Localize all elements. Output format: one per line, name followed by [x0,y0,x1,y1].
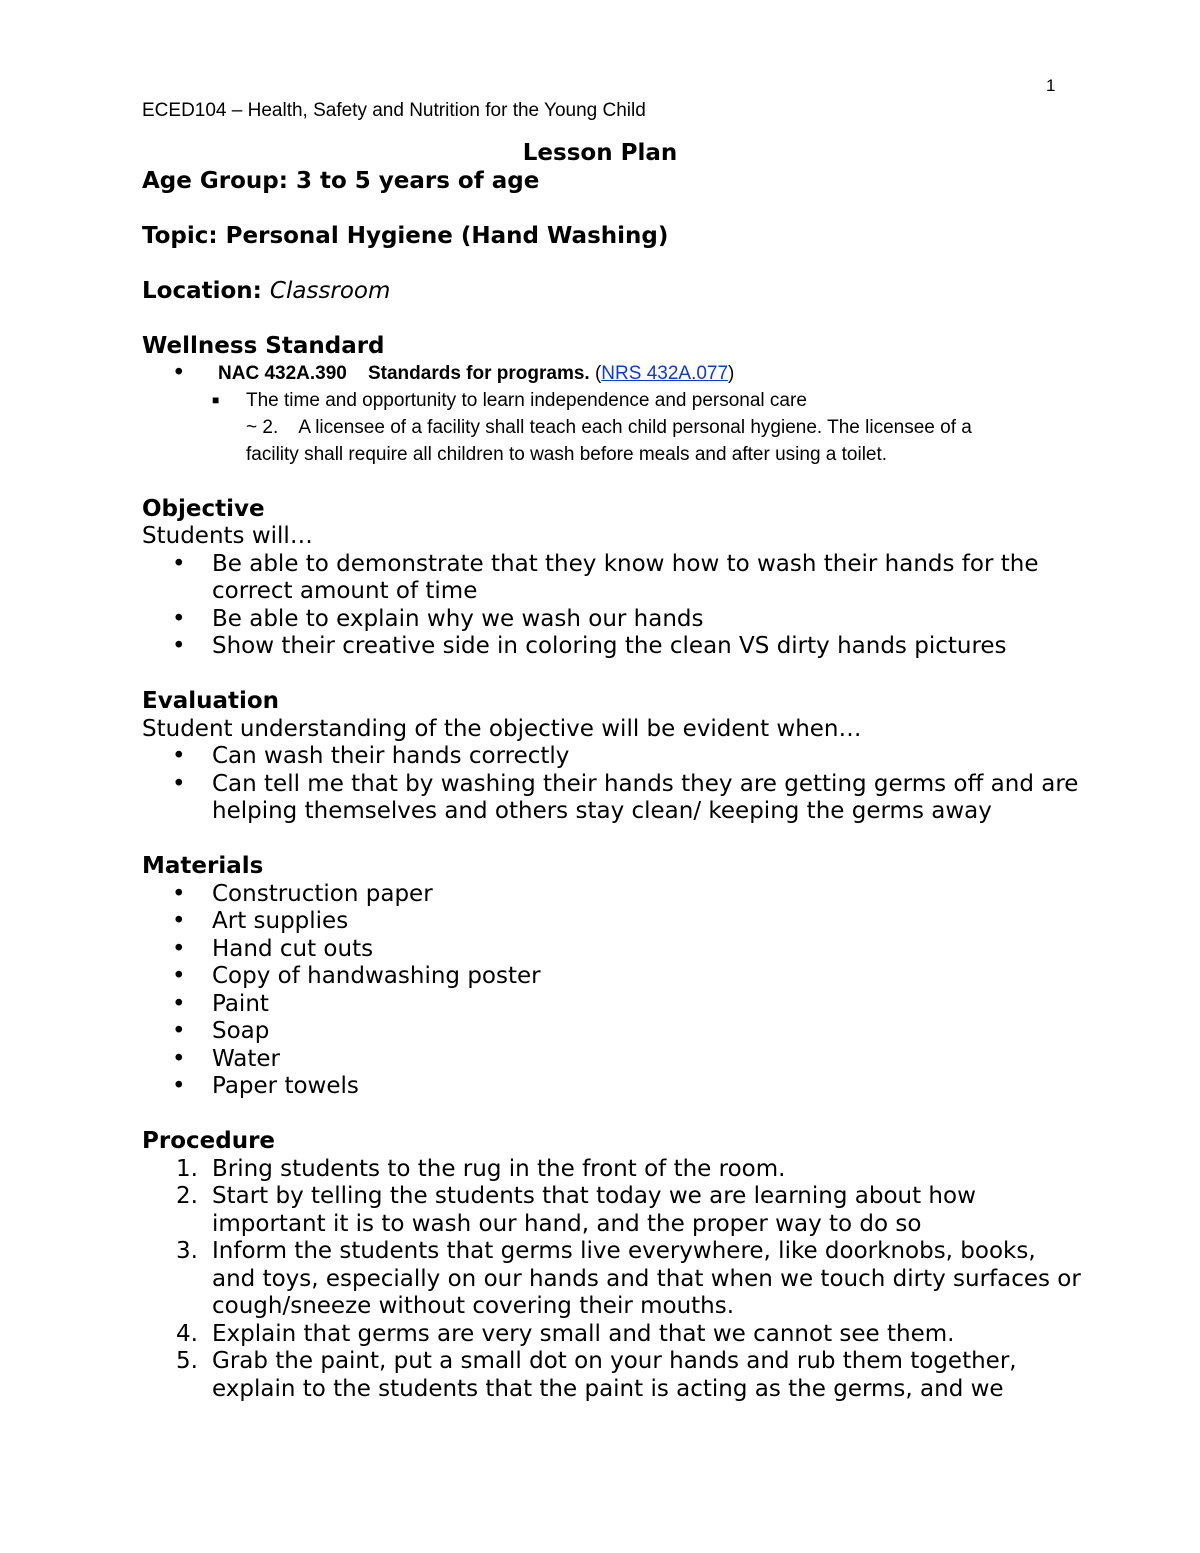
open-paren: ( [589,363,602,384]
bullet-icon: • [172,605,186,632]
list-item: 5. Grab the paint, put a small dot on your hands and rub them together, explain to the students that the paint is acting as the germs, and we [176,1348,1017,1402]
bullet-icon: • [172,880,186,907]
topic-value: Personal Hygiene (Hand Washing) [225,222,669,249]
standard-detail [142,414,1082,468]
bullet-icon: • [172,935,186,962]
procedure-list [142,1156,1082,1404]
wellness-standard [142,360,1082,468]
location-value: Classroom [269,277,391,304]
list-item: • Can wash their hands correctly [172,743,570,769]
list-item: • Soap [172,1018,270,1044]
bullet-icon: • [172,963,186,989]
bullet-icon: • [172,743,186,769]
evaluation-list [142,743,1082,826]
list-item: 4. Explain that germs are very small and that we cannot see them. [176,1320,955,1347]
procedure-heading: Procedure [142,1128,276,1154]
detail-line-2: facility shall require all children to wash before meals and after using a toilet. [246,444,888,465]
list-item: • Art supplies [172,908,349,934]
evaluation-heading: Evaluation [142,688,280,714]
document-title: Lesson Plan [522,140,678,166]
objective-list [142,551,1082,661]
materials-heading: Materials [142,853,264,879]
location-line [142,278,1082,306]
step-number: 4. [176,1320,198,1347]
bullet-icon: • [172,360,186,386]
bullet-icon: • [172,550,186,577]
list-item: • Hand cut outs [172,935,374,962]
list-item: • Be able to demonstrate that they know how to wash their hands for the correct amount of time [172,550,1039,604]
age-group-line [142,168,1082,196]
list-item: • Paper towels [172,1073,359,1099]
standard-code: NAC 432A.390 [218,363,347,384]
lesson-plan-body [142,140,1082,1403]
page-number: 1 [1046,76,1056,95]
standard-item [142,360,1082,387]
materials-list [142,881,1082,1101]
nrs-link[interactable]: NRS 432A.077 [601,363,729,384]
bullet-icon: • [172,770,186,797]
objective-heading: Objective [142,495,265,522]
step-number: 2. [176,1183,198,1209]
list-item: 3. Inform the students that germs live everywhere, like doorknobs, books, and toys, especially on our hands and that when we touch dirty surfaces or cough/sneeze without covering their mouths. [176,1238,1081,1319]
detail-prefix: ~ 2. [246,417,279,438]
list-item: 1. Bring students to the rug in the front of the room. [176,1155,786,1182]
bullet-icon: • [172,1073,186,1099]
age-group-label: Age Group: [142,167,288,194]
list-item: • Can tell me that by washing their hands they are getting germs off and are helping themselves and others stay clean/ keeping the germs away [172,770,1079,824]
close-paren: ) [728,363,735,384]
bullet-icon: • [172,990,186,1017]
list-item: • Water [172,1045,280,1072]
evaluation-intro: Student understanding of the objective will be evident when… [142,715,862,742]
list-item: 2. Start by telling the students that today we are learning about how important it is to wash our hand, and the proper way to do so [176,1183,976,1237]
step-number: 5. [176,1348,198,1374]
step-number: 3. [176,1238,198,1264]
bullet-icon: • [172,908,186,934]
sub-item-text: The time and opportunity to learn independence and personal care [246,390,807,411]
wellness-heading: Wellness Standard [142,332,385,359]
document-header: ECED104 – Health, Safety and Nutrition for the Young Child [142,100,646,121]
age-group-value: 3 to 5 years of age [295,167,540,194]
standard-sub-item [142,387,1082,414]
topic-line [142,223,1082,251]
list-item: • Be able to explain why we wash our hands [172,605,704,632]
standard-name: Standards for programs. [367,363,590,384]
location-label: Location: [142,277,262,304]
bullet-icon: • [172,633,186,659]
step-number: 1. [176,1155,198,1182]
list-item: • Construction paper [172,880,433,907]
bullet-icon: • [172,1045,186,1072]
list-item: • Copy of handwashing poster [172,963,541,989]
list-item: • Paint [172,990,269,1017]
topic-label: Topic: [142,222,218,249]
square-bullet-icon: ■ [212,393,220,407]
bullet-icon: • [172,1018,186,1044]
detail-line-1: A licensee of a facility shall teach each child personal hygiene. The licensee of a [298,417,972,438]
objective-intro: Students will… [142,523,313,549]
list-item: • Show their creative side in coloring the clean VS dirty hands pictures [172,633,1007,659]
